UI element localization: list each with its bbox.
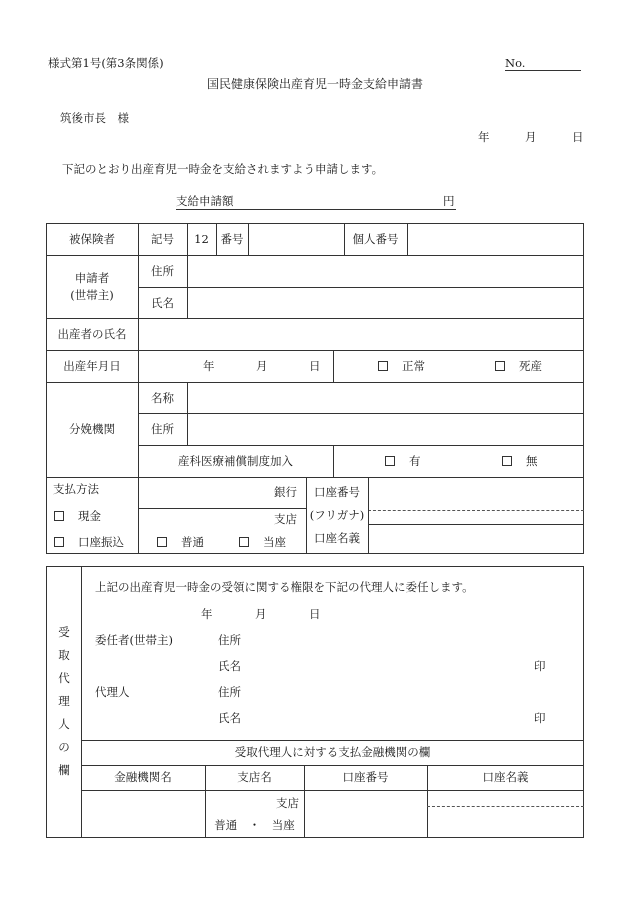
delegator-name-label: 氏名 xyxy=(218,659,241,673)
bank-section-title: 受取代理人に対する支払金融機関の欄 xyxy=(234,745,431,759)
proxy-account-number-field[interactable] xyxy=(306,793,425,836)
checkbox-icon xyxy=(54,511,64,521)
birth-year-label: 年 xyxy=(203,359,215,373)
agent-label: 代理人 xyxy=(95,685,130,699)
birth-day-label: 日 xyxy=(309,359,321,373)
col-branch-name: 支店名 xyxy=(237,770,272,784)
checkbox-icon xyxy=(239,537,249,547)
symbol-value[interactable]: 12 xyxy=(194,232,209,246)
account-holder-field[interactable] xyxy=(370,527,582,552)
date-year-label: 年 xyxy=(478,130,490,144)
proxy-account-holder-field[interactable] xyxy=(429,809,582,836)
furigana-field[interactable] xyxy=(370,512,582,523)
institution-label: 分娩機関 xyxy=(69,422,115,436)
form-title: 国民健康保険出産育児一時金支給申請書 xyxy=(206,77,423,91)
birth-date-label: 出産年月日 xyxy=(63,359,121,373)
form-number: 様式第1号(第3条関係) xyxy=(48,56,164,70)
birth-mother-field[interactable] xyxy=(140,322,582,347)
proxy-account-type[interactable]: 普通 ・ 当座 xyxy=(214,818,295,832)
delegator-address-label: 住所 xyxy=(218,633,241,647)
checkbox-icon xyxy=(378,361,388,371)
delegator-address-field[interactable] xyxy=(250,630,520,650)
proxy-year-label: 年 xyxy=(201,607,213,621)
agent-name-field[interactable] xyxy=(250,708,520,728)
institution-address-label: 住所 xyxy=(151,422,174,436)
amount-underline[interactable] xyxy=(176,209,456,210)
bank-name-field[interactable] xyxy=(140,481,270,505)
current-account-checkbox[interactable] xyxy=(239,537,286,549)
birth-mother-label: 出産者の氏名 xyxy=(57,327,127,341)
birth-month-label: 月 xyxy=(256,359,268,373)
amount-label: 支給申請額 xyxy=(176,194,234,208)
agent-address-label: 住所 xyxy=(218,685,241,699)
checkbox-icon xyxy=(54,537,64,547)
intro-text: 下記のとおり出産育児一時金を支給されますよう申請します。 xyxy=(62,162,384,176)
number-label: 番号 xyxy=(220,232,244,246)
col-account-number: 口座番号 xyxy=(342,770,389,784)
proxy-month-label: 月 xyxy=(255,607,267,621)
checkbox-icon xyxy=(502,456,512,466)
cash-label: 現金 xyxy=(78,509,101,523)
bank-suffix-label: 銀行 xyxy=(274,485,297,499)
checkbox-icon xyxy=(495,361,505,371)
institution-name-label: 名称 xyxy=(151,391,174,405)
payment-method-label: 支払方法 xyxy=(53,482,99,496)
serial-number-label: No. xyxy=(505,58,581,71)
symbol-label: 記号 xyxy=(151,232,174,246)
insured-label: 被保険者 xyxy=(69,232,115,246)
delegator-seal-label: 印 xyxy=(534,659,546,673)
date-month-label: 月 xyxy=(525,130,537,144)
account-number-field[interactable] xyxy=(370,481,582,507)
account-holder-label: 口座名義 xyxy=(314,531,360,545)
stillbirth-label: 死産 xyxy=(519,359,542,373)
transfer-checkbox[interactable] xyxy=(54,537,124,549)
normal-label: 正常 xyxy=(402,359,425,373)
col-bank-name: 金融機関名 xyxy=(114,770,172,784)
applicant-address-label: 住所 xyxy=(151,264,174,278)
stillbirth-checkbox[interactable] xyxy=(495,361,542,373)
no-label: 無 xyxy=(526,454,538,468)
compensation-yes-checkbox[interactable] xyxy=(385,456,421,468)
delegation-text: 上記の出産育児一時金の受領に関する権限を下記の代理人に委任します。 xyxy=(95,580,474,594)
cash-checkbox[interactable] xyxy=(54,511,101,523)
applicant-label: 申請者 xyxy=(74,271,110,285)
proxy-side-label: 受 取 代 理 人 の 欄 xyxy=(58,625,70,777)
branch-suffix-label: 支店 xyxy=(274,512,297,526)
personal-number-field[interactable] xyxy=(409,228,582,252)
compensation-label: 産科医療補償制度加入 xyxy=(178,454,293,468)
normal-checkbox[interactable] xyxy=(378,361,425,373)
checkbox-icon xyxy=(157,537,167,547)
personal-number-label: 個人番号 xyxy=(352,232,399,246)
amount-unit: 円 xyxy=(443,194,455,208)
compensation-no-checkbox[interactable] xyxy=(502,456,538,468)
proxy-branch-name-field[interactable] xyxy=(207,795,273,811)
ordinary-account-checkbox[interactable] xyxy=(157,537,204,549)
applicant-name-label: 氏名 xyxy=(151,296,174,310)
branch-name-field[interactable] xyxy=(140,511,270,529)
proxy-day-label: 日 xyxy=(309,607,321,621)
yes-label: 有 xyxy=(409,454,421,468)
col-account-holder: 口座名義 xyxy=(482,770,529,784)
addressee: 筑後市長 様 xyxy=(60,111,129,125)
account-number-label: 口座番号 xyxy=(314,485,360,499)
checkbox-icon xyxy=(385,456,395,466)
insured-number-field[interactable] xyxy=(250,228,342,252)
ordinary-label: 普通 xyxy=(181,535,204,549)
serial-number-field[interactable] xyxy=(505,58,581,73)
transfer-label: 口座振込 xyxy=(78,535,124,549)
agent-address-field[interactable] xyxy=(250,682,520,702)
delegator-name-field[interactable] xyxy=(250,656,520,676)
applicant-name-field[interactable] xyxy=(189,291,582,316)
applicant-sublabel: (世帯主) xyxy=(70,288,114,302)
proxy-furigana-field[interactable] xyxy=(429,793,582,804)
current-label: 当座 xyxy=(263,535,286,549)
delegator-label: 委任者(世帯主) xyxy=(95,633,173,647)
institution-name-field[interactable] xyxy=(189,386,582,411)
date-day-label: 日 xyxy=(572,130,584,144)
agent-seal-label: 印 xyxy=(534,711,546,725)
agent-name-label: 氏名 xyxy=(218,711,241,725)
proxy-bank-name-field[interactable] xyxy=(83,793,203,836)
proxy-branch-suffix: 支店 xyxy=(276,796,299,810)
institution-address-field[interactable] xyxy=(189,417,582,442)
applicant-address-field[interactable] xyxy=(189,259,582,284)
furigana-label: (フリガナ) xyxy=(309,508,365,522)
